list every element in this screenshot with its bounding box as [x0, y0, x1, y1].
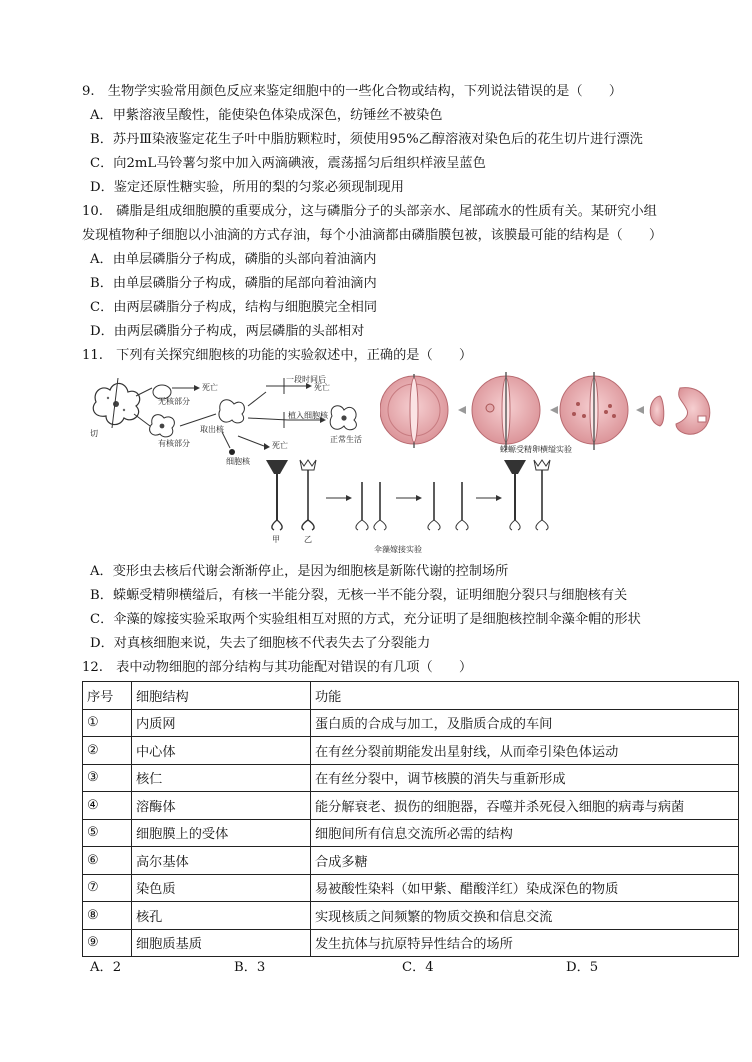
q11-option-a: A．变形虫去核后代谢会渐渐停止，是因为细胞核是新陈代谢的控制场所 [90, 564, 509, 579]
row-structure: 细胞膜上的受体 [132, 819, 311, 847]
q9-option-b: B．苏丹Ⅲ染液鉴定花生子叶中脂肪颗粒时，须使用95%乙醇溶液对染色后的花生切片进行漂洗 [90, 132, 643, 147]
q12-option-d: D．5 [566, 960, 599, 975]
newt-egg-experiment-figure [380, 370, 720, 456]
row-index: ⑨ [83, 929, 132, 957]
label-nucleus: 细胞核 [226, 457, 250, 466]
row-function: 发生抗体与抗原特异性结合的场所 [311, 929, 739, 957]
label-cut: 切 [90, 429, 98, 438]
table-row [83, 929, 739, 957]
row-structure: 中心体 [132, 737, 311, 765]
label-no-nucleus: 无核部分 [158, 397, 190, 406]
label-newt-experiment: 蝾螈受精卵横缢实验 [500, 445, 572, 454]
header-function: 功能 [311, 682, 739, 710]
table-row [83, 764, 739, 792]
label-acetabularia-experiment: 伞藻嫁接实验 [374, 545, 422, 554]
label-after-time: 一段时间后 [286, 375, 326, 384]
row-structure: 核仁 [132, 764, 311, 792]
row-index: ⑦ [83, 874, 132, 902]
row-function: 蛋白质的合成与加工，及脂质合成的车间 [311, 709, 739, 737]
row-index: ② [83, 737, 132, 765]
row-index: ⑥ [83, 847, 132, 875]
q12-option-b: B．3 [234, 960, 266, 975]
q10-option-d: D．由两层磷脂分子构成，两层磷脂的头部相对 [90, 324, 365, 339]
q12-stem: 12. 表中动物细胞的部分结构与其功能配对错误的有几项（ ） [82, 660, 473, 675]
header-index: 序号 [83, 682, 132, 710]
row-structure: 内质网 [132, 709, 311, 737]
q10-option-a: A．由单层磷脂分子构成，磷脂的头部向着油滴内 [90, 252, 377, 267]
label-insert-nucleus: 植入细胞核 [288, 411, 328, 420]
row-function: 实现核质之间频繁的物质交换和信息交流 [311, 902, 739, 930]
table-row [83, 737, 739, 765]
acetabularia-grafting-figure [262, 454, 562, 554]
row-index: ③ [83, 764, 132, 792]
table-row [83, 819, 739, 847]
table-row [83, 847, 739, 875]
label-dead-2: 死亡 [272, 441, 288, 450]
table-row [83, 709, 739, 737]
q12-option-c: C．4 [402, 960, 434, 975]
row-function: 合成多糖 [311, 847, 739, 875]
label-with-nucleus: 有核部分 [158, 439, 190, 448]
q10-option-c: C．由两层磷脂分子构成，结构与细胞膜完全相同 [90, 300, 378, 315]
row-index: ⑧ [83, 902, 132, 930]
label-jia: 甲 [272, 535, 280, 544]
row-structure: 染色质 [132, 874, 311, 902]
row-structure: 高尔基体 [132, 847, 311, 875]
label-normal-life: 正常生活 [330, 435, 362, 444]
row-index: ④ [83, 792, 132, 820]
q10-stem-line2: 发现植物种子细胞以小油滴的方式存油，每个小油滴都由磷脂膜包被，该膜最可能的结构是（ ） [82, 228, 663, 243]
label-dead-3: 死亡 [314, 383, 330, 392]
row-structure: 溶酶体 [132, 792, 311, 820]
amoeba-experiment-figure [88, 374, 378, 464]
q10-stem-line1: 10. 磷脂是组成细胞膜的重要成分，这与磷脂分子的头部亲水、尾部疏水的性质有关。某研究小组 [82, 204, 657, 219]
row-structure: 核孔 [132, 902, 311, 930]
label-dead-1: 死亡 [202, 383, 218, 392]
label-yi: 乙 [304, 535, 312, 544]
q10-option-b: B．由单层磷脂分子构成，磷脂的尾部向着油滴内 [90, 276, 377, 291]
row-function: 在有丝分裂中，调节核膜的消失与重新形成 [311, 764, 739, 792]
q9-stem: 9. 生物学实验常用颜色反应来鉴定细胞中的一些化合物或结构，下列说法错误的是（ ） [82, 84, 623, 99]
q11-option-c: C．伞藻的嫁接实验采取两个实验组相互对照的方式，充分证明了是细胞核控制伞藻伞帽的形状 [90, 612, 641, 627]
row-index: ① [83, 709, 132, 737]
q9-option-a: A．甲紫溶液呈酸性，能使染色体染成深色，纺锤丝不被染色 [90, 108, 443, 123]
table-row [83, 902, 739, 930]
q9-option-c: C．向2mL马铃薯匀浆中加入两滴碘液，震荡摇匀后组织样液呈蓝色 [90, 156, 486, 171]
q11-stem: 11. 下列有关探究细胞核的功能的实验叙述中，正确的是（ ） [82, 348, 473, 363]
table-header-row [83, 682, 739, 710]
row-function: 能分解衰老、损伤的细胞器，吞噬并杀死侵入细胞的病毒与病菌 [311, 792, 739, 820]
q9-option-d: D．鉴定还原性糖实验，所用的梨的匀浆必须现制现用 [90, 180, 404, 195]
q11-option-d: D．对真核细胞来说，失去了细胞核不代表失去了分裂能力 [90, 636, 431, 651]
row-function: 易被酸性染料（如甲紫、醋酸洋红）染成深色的物质 [311, 874, 739, 902]
q12-option-a: A．2 [90, 960, 122, 975]
row-function: 在有丝分裂前期能发出星射线，从而牵引染色体运动 [311, 737, 739, 765]
header-structure: 细胞结构 [132, 682, 311, 710]
table-row [83, 792, 739, 820]
label-remove-nucleus: 取出核 [200, 425, 224, 434]
row-function: 细胞间所有信息交流所必需的结构 [311, 819, 739, 847]
q11-option-b: B．蝾螈受精卵横缢后，有核一半能分裂，无核一半不能分裂，证明细胞分裂只与细胞核有关 [90, 588, 628, 603]
table-row [83, 874, 739, 902]
row-index: ⑤ [83, 819, 132, 847]
row-structure: 细胞质基质 [132, 929, 311, 957]
structure-function-table [82, 681, 739, 957]
